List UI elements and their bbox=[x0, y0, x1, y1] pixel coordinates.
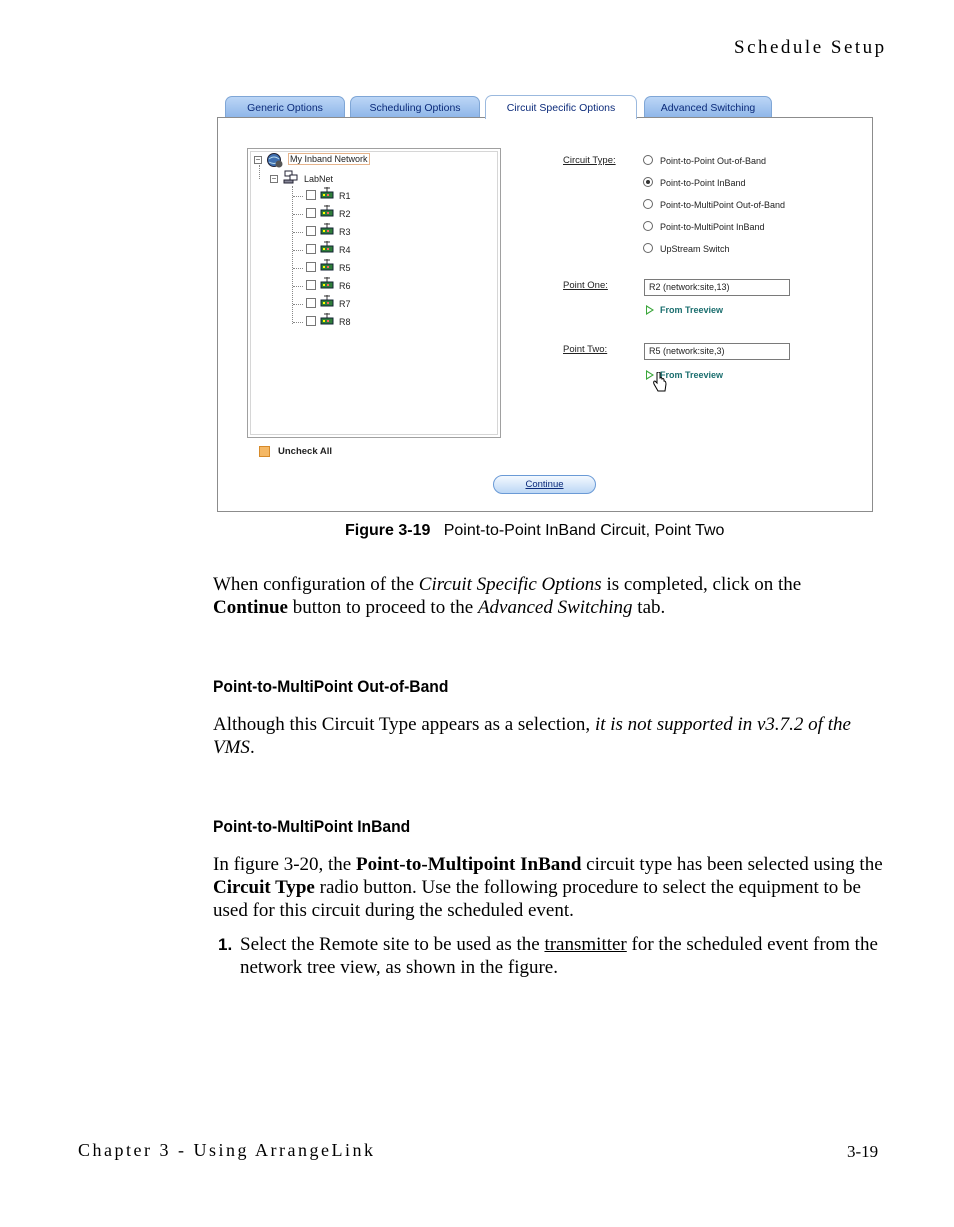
collapse-labnet-icon[interactable]: − bbox=[271, 174, 277, 183]
play-arrow-icon bbox=[646, 305, 654, 315]
tab-scheduling-options[interactable]: Scheduling Options bbox=[350, 96, 480, 118]
tab-advanced-switching[interactable]: Advanced Switching bbox=[644, 96, 772, 118]
radio-label[interactable]: UpStream Switch bbox=[660, 244, 730, 254]
node-checkbox[interactable] bbox=[306, 298, 316, 308]
hand-cursor-icon bbox=[652, 372, 668, 394]
radio-p2mp-out-of-band[interactable] bbox=[643, 199, 653, 209]
node-checkbox[interactable] bbox=[306, 244, 316, 254]
router-icon bbox=[320, 205, 334, 217]
step-one-text: Select the Remote site to be used as the transmitter for the scheduled event from the network tree view, as shown in the figure. bbox=[240, 934, 878, 978]
circuit-type-label: Circuit Type: bbox=[563, 155, 616, 166]
node-checkbox[interactable] bbox=[306, 262, 316, 272]
tree-node-label[interactable]: R6 bbox=[339, 281, 351, 291]
node-checkbox[interactable] bbox=[306, 316, 316, 326]
page-number: 3-19 bbox=[847, 1142, 879, 1161]
node-checkbox[interactable] bbox=[306, 226, 316, 236]
point-two-label: Point Two: bbox=[563, 344, 608, 355]
footer-chapter: Chapter 3 - Using ArrangeLink bbox=[78, 1140, 376, 1160]
radio-label[interactable]: Point-to-MultiPoint Out-of-Band bbox=[660, 200, 786, 210]
router-icon bbox=[320, 259, 334, 271]
heading-p2mp-inband: Point-to-MultiPoint InBand bbox=[213, 817, 411, 836]
router-icon bbox=[320, 187, 334, 199]
figure-number: Figure 3-19 bbox=[345, 522, 431, 539]
collapse-root-icon[interactable]: − bbox=[255, 155, 261, 164]
page-header: Schedule Setup bbox=[734, 37, 887, 58]
router-icon bbox=[320, 313, 334, 325]
tree-node-label[interactable]: R1 bbox=[339, 191, 351, 201]
radio-p2p-out-of-band[interactable] bbox=[643, 155, 653, 165]
tree-node-label[interactable]: R7 bbox=[339, 299, 351, 309]
node-checkbox[interactable] bbox=[306, 280, 316, 290]
network-tree-view[interactable] bbox=[247, 148, 501, 438]
step-number: 1. bbox=[218, 935, 233, 954]
tree-node-label[interactable]: R8 bbox=[339, 317, 351, 327]
paragraph-p2mp-inband: In figure 3-20, the Point-to-Multipoint InBand circuit type has been selected using the Circuit Type radio button. Use the following procedure to select the equipment to be used for this circuit during the scheduled event. bbox=[213, 854, 883, 921]
tree-node-label[interactable]: R3 bbox=[339, 227, 351, 237]
tab-generic-options[interactable]: Generic Options bbox=[225, 96, 345, 118]
point-two-field[interactable]: R5 (network:site,3) bbox=[644, 343, 790, 360]
tree-network-label[interactable]: LabNet bbox=[304, 174, 334, 184]
radio-p2p-inband[interactable] bbox=[643, 177, 653, 187]
router-icon bbox=[320, 223, 334, 235]
tab-circuit-specific-options[interactable]: Circuit Specific Options bbox=[485, 95, 637, 119]
radio-label[interactable]: Point-to-Point InBand bbox=[660, 178, 746, 188]
tree-node-label[interactable]: R5 bbox=[339, 263, 351, 273]
uncheck-all-label[interactable]: Uncheck All bbox=[278, 446, 333, 457]
tree-node-label[interactable]: R4 bbox=[339, 245, 351, 255]
router-icon bbox=[320, 295, 334, 307]
network-icon bbox=[283, 170, 299, 184]
tree-node-label[interactable]: R2 bbox=[339, 209, 351, 219]
from-treeview-link-two[interactable]: From Treeview bbox=[660, 370, 724, 380]
paragraph-not-supported: Although this Circuit Type appears as a selection, it is not supported in v3.7.2 of the VMS. bbox=[213, 714, 851, 758]
radio-label[interactable]: Point-to-MultiPoint InBand bbox=[660, 222, 765, 232]
figure-caption bbox=[345, 522, 724, 540]
paragraph-continue: When configuration of the Circuit Specific Options is completed, click on the Continue button to proceed to the Advanced Switching tab. bbox=[213, 574, 802, 618]
tree-root-label[interactable]: My Inband Network bbox=[290, 154, 368, 164]
globe-icon bbox=[266, 152, 284, 168]
radio-upstream-switch[interactable] bbox=[643, 243, 653, 253]
from-treeview-link-one[interactable]: From Treeview bbox=[660, 305, 724, 315]
radio-label[interactable]: Point-to-Point Out-of-Band bbox=[660, 156, 767, 166]
figure-title: Point-to-Point InBand Circuit, Point Two bbox=[443, 522, 725, 539]
radio-p2mp-inband[interactable] bbox=[643, 221, 653, 231]
continue-button[interactable]: Continue bbox=[493, 475, 596, 494]
point-one-field[interactable]: R2 (network:site,13) bbox=[644, 279, 790, 296]
uncheck-all-checkbox[interactable] bbox=[259, 446, 270, 457]
heading-p2mp-out-of-band: Point-to-MultiPoint Out-of-Band bbox=[213, 677, 449, 696]
node-checkbox[interactable] bbox=[306, 208, 316, 218]
router-icon bbox=[320, 241, 334, 253]
node-checkbox[interactable] bbox=[306, 190, 316, 200]
router-icon bbox=[320, 277, 334, 289]
point-one-label: Point One: bbox=[563, 280, 608, 291]
